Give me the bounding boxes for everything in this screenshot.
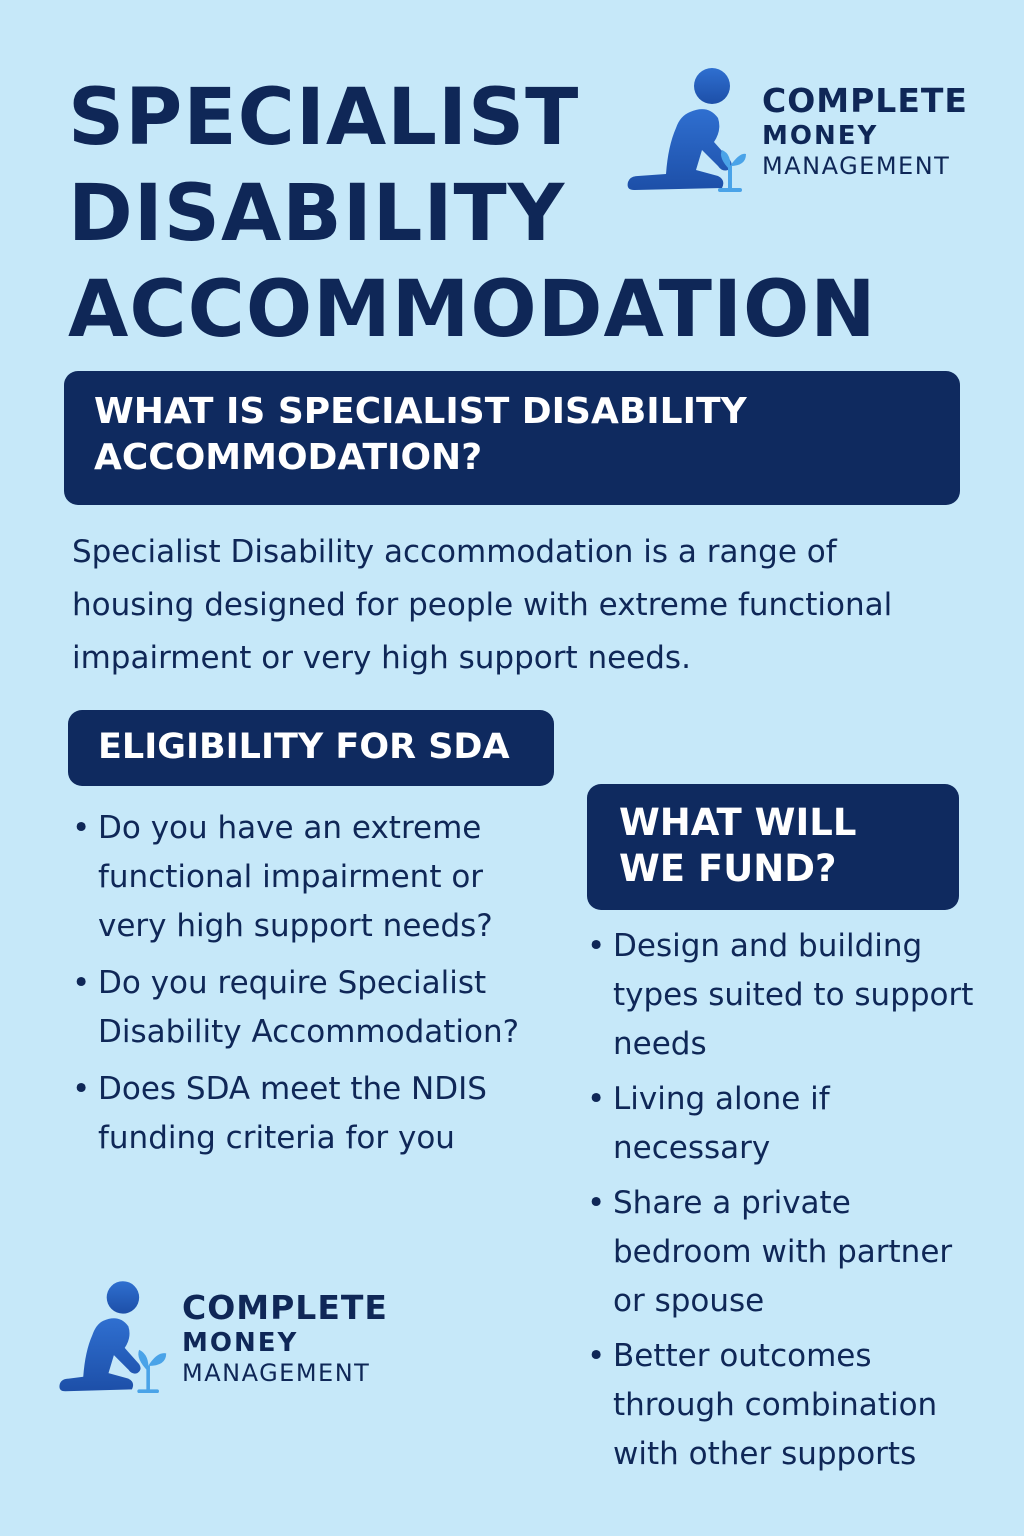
what-will-we-fund-heading: WHAT WILL WE FUND? bbox=[587, 784, 959, 910]
fund-item: • Design and building types suited to support needs bbox=[587, 922, 987, 1069]
logo-bottom bbox=[58, 1278, 388, 1398]
eligibility-item: • Do you have an extreme functional impairment or very high support needs? bbox=[72, 804, 542, 951]
logo-text-money: MONEY bbox=[182, 1327, 299, 1358]
person-planting-seedling-icon bbox=[58, 1278, 168, 1398]
page-title-line-3: ACCOMMODATION bbox=[68, 265, 877, 355]
page-title-line-2: DISABILITY bbox=[68, 169, 566, 259]
logo-text-management: MANAGEMENT bbox=[762, 151, 951, 180]
logo-top bbox=[626, 66, 968, 196]
person-planting-seedling-icon bbox=[626, 66, 748, 196]
fund-list bbox=[587, 922, 987, 1485]
fund-item: • Better outcomes through combination with other supports bbox=[587, 1332, 987, 1479]
logo-text-management: MANAGEMENT bbox=[182, 1358, 371, 1387]
logo-text-complete: COMPLETE bbox=[762, 81, 968, 121]
eligibility-item: • Does SDA meet the NDIS funding criteria for you bbox=[72, 1065, 542, 1163]
eligibility-item: • Do you require Specialist Disability Accommodation? bbox=[72, 959, 542, 1057]
sda-description: Specialist Disability accommodation is a range of housing designed for people with extreme functional impairment or very high support needs. bbox=[72, 534, 893, 676]
logo-text-complete: COMPLETE bbox=[182, 1288, 388, 1328]
fund-item: • Living alone if necessary bbox=[587, 1075, 987, 1173]
page-title-line-1: SPECIALIST bbox=[68, 73, 580, 163]
eligibility-list bbox=[72, 804, 542, 1171]
fund-item: • Share a private bedroom with partner or spouse bbox=[587, 1179, 987, 1326]
eligibility-heading: ELIGIBILITY FOR SDA bbox=[68, 710, 554, 786]
what-is-sda-heading: WHAT IS SPECIALIST DISABILITY ACCOMMODATION? bbox=[64, 371, 960, 505]
logo-text-money: MONEY bbox=[762, 120, 879, 151]
